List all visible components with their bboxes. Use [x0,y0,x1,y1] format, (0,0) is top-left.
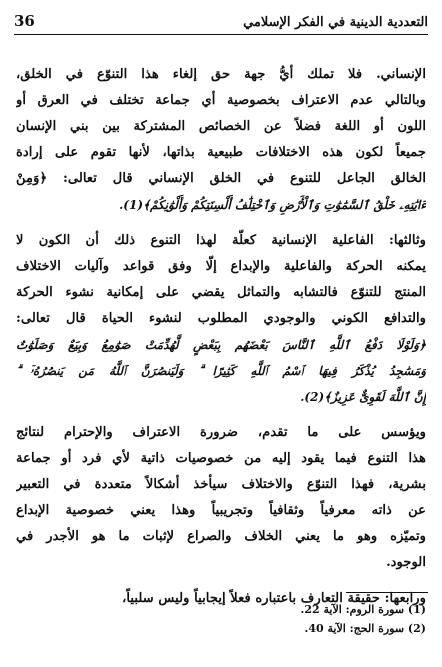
text-line: الوجود. [386,555,426,570]
text-line: وبالتالي عدم الاعتراف بخصوصية أي جماعة تختلف في العرق أو [16,93,426,108]
running-title: التعددية الدينية في الفكر الإسلامي [243,15,428,30]
paragraph-2 [16,228,426,410]
page-number: 36 [14,12,35,30]
quran-verse-line: ﴿وَلَوْلَا دَفْعُ ٱللَّهِ ٱلنَّاسَ بَعْضَهُم بِبَعْضٍ لَّهُدِّمَتْ صَوَٰمِعُ وَبِيَعٌ وَصَلَوَٰتٌ [16,338,426,352]
footnote: (2) سورة الحج: الآية 40. [304,622,426,635]
text-line: بشرية، فهذا التنوّع والاختلاف سيأخذ أشكالاً متعددة في التعبير [16,477,426,492]
paragraph-1 [16,62,426,218]
quran-verse-line: إِنَّ ٱللَّهَ لَقَوِىٌّ عَزِيزٌ﴾(2). [300,390,426,404]
text-line: جميعاً لكون هذه الاختلافات طبيعية بذاتها، لأنها تقوم على إرادة [16,145,426,160]
text-line: المنتج للتنوّع فالتشابه والتماثل يقضي على إمكانية نشوء الحركة [16,285,426,300]
body-text [16,62,426,612]
text-line: الإنساني. فلا تملك أيُّ جهة حق إلغاء هذا التنوّع في الخلق، [16,67,426,82]
page-header [14,10,428,30]
text-line: اللون أو اللغة فضلاً عن الخصائص المشتركة بين بني الإنسان [16,119,426,134]
text-line: ورابعها: حقيقة التعارف باعتباره فعلاً إيجابياً وليس سلبياً، [122,591,426,606]
text-line: ويؤسس على ما تقدم، ضرورة الاعتراف والإحترام لنتائج [16,425,426,440]
header-rule [14,34,428,35]
footnote: (1) سورة الروم: الآية 22. [300,603,426,616]
text-line: والتدافع الكوني والوجودي المطلوب لنشوء الحياة قال تعالى: [16,311,426,326]
text-line: عن ذاته معرفياً وثقافياً وتجريبياً وهذا يعني خصوصية الإبداع [16,503,426,518]
footnotes [301,600,426,638]
quran-verse-line: ءَايَٰتِهِۦ خَلْقُ ٱلسَّمَٰوَٰتِ وَٱلْأَرْضِ وَٱخْتِلَٰفُ أَلْسِنَتِكُمْ وَأَلْوَٰنِكُمْ﴾(1). [119,198,426,212]
text-line: الخالق الجاعل للتنوع في الخلق الإنساني قال تعالى: ﴿وَمِنْ [16,171,426,186]
text-line: يمكنه الحركة والفاعلية والإبداع إلّا وفق قواعد وآليات الاختلاف [16,259,426,274]
text-line: وثالثها: الفاعلية الإنسانية كعلّة لهذا التنوع ذلك أن الكون لا [16,233,426,248]
text-line: وتميّزه وهو ما يعني الخلاف والصراع لإثبات ما هو الأجدر في [16,529,426,544]
paragraph-3 [16,420,426,576]
quran-verse-line: وَمَسَٰجِدُ يُذْكَرُ فِيهَا ٱسْمُ ٱللَّهِ كَثِيرًا ۗ وَلَيَنصُرَنَّ ٱللَّهُ مَن يَنصُرُهُۥٓ ۗ [16,364,426,378]
footnote-rule [346,592,428,593]
text-line: هذا التنوع فيما يقود إليه من خصوصيات ذاتية لأي فرد أو جماعة [16,451,426,466]
